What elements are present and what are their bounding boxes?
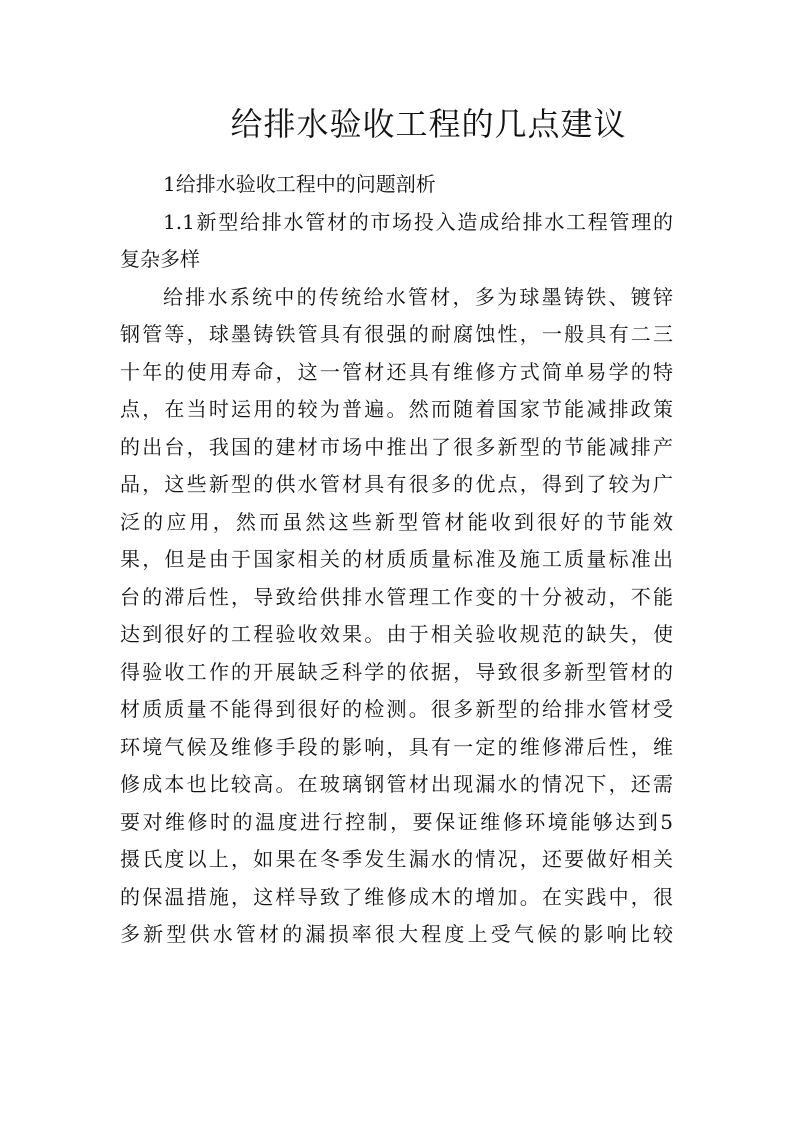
paragraph-line: 果，但是由于国家相关的材质质量标准及施工质量标准出 (120, 547, 673, 571)
paragraph-line: 给排水系统中的传统给水管材，多为球墨铸铁、镀锌 (163, 284, 673, 309)
subsection-heading-line-2: 复杂多样 (120, 247, 200, 271)
document-body (120, 166, 673, 954)
subsection-heading-line-1: 1.1新型给排水管材的市场投入造成给排水工程管理的 (163, 209, 673, 234)
paragraph-line: 品，这些新型的供水管材具有很多的优点，得到了较为广 (120, 472, 673, 496)
paragraph-line: 得验收工作的开展缺乏科学的依据，导致很多新型管材的 (120, 659, 673, 684)
paragraph-line: 的出台，我国的建材市场中推出了很多新型的节能减排产 (120, 434, 673, 459)
paragraph-line: 要对维修时的温度进行控制，要保证维修环境能够达到5 (120, 809, 673, 834)
paragraph-line: 台的滞后性，导致给供排水管理工作变的十分被动，不能 (120, 584, 673, 609)
paragraph-line: 钢管等，球墨铸铁管具有很强的耐腐蚀性，一般具有二三 (120, 322, 673, 346)
paragraph-line: 的保温措施，这样导致了维修成木的增加。在实践中，很 (120, 884, 673, 909)
paragraph-line: 点，在当时运用的较为普遍。然而随着国家节能减排政策 (120, 397, 673, 421)
paragraph-line: 摄氏度以上，如果在冬季发生漏水的情况，还要做好相关 (120, 847, 673, 871)
paragraph-line: 材质质量不能得到很好的检测。很多新型的给排水管材受 (120, 697, 673, 721)
document-title: 给排水验收工程的几点建议 (230, 105, 627, 143)
paragraph-line: 达到很好的工程验收效果。由于相关验收规范的缺失，使 (120, 622, 673, 646)
section-heading: 1给排水验收工程中的问题剖析 (163, 172, 436, 196)
paragraph-line: 修成本也比较高。在玻璃钢管材出现漏水的情况下，还需 (120, 772, 673, 796)
paragraph-line: 多新型供水管材的漏损率很大程度上受气候的影响比较 (120, 922, 673, 946)
paragraph-line: 泛的应用，然而虽然这些新型管材能收到很好的节能效 (120, 509, 673, 534)
paragraph-line: 十年的使用寿命，这一管材还具有维修方式简单易学的特 (120, 359, 673, 384)
paragraph-line: 环境气候及维修手段的影响，具有一定的维修滞后性，维 (120, 734, 673, 759)
